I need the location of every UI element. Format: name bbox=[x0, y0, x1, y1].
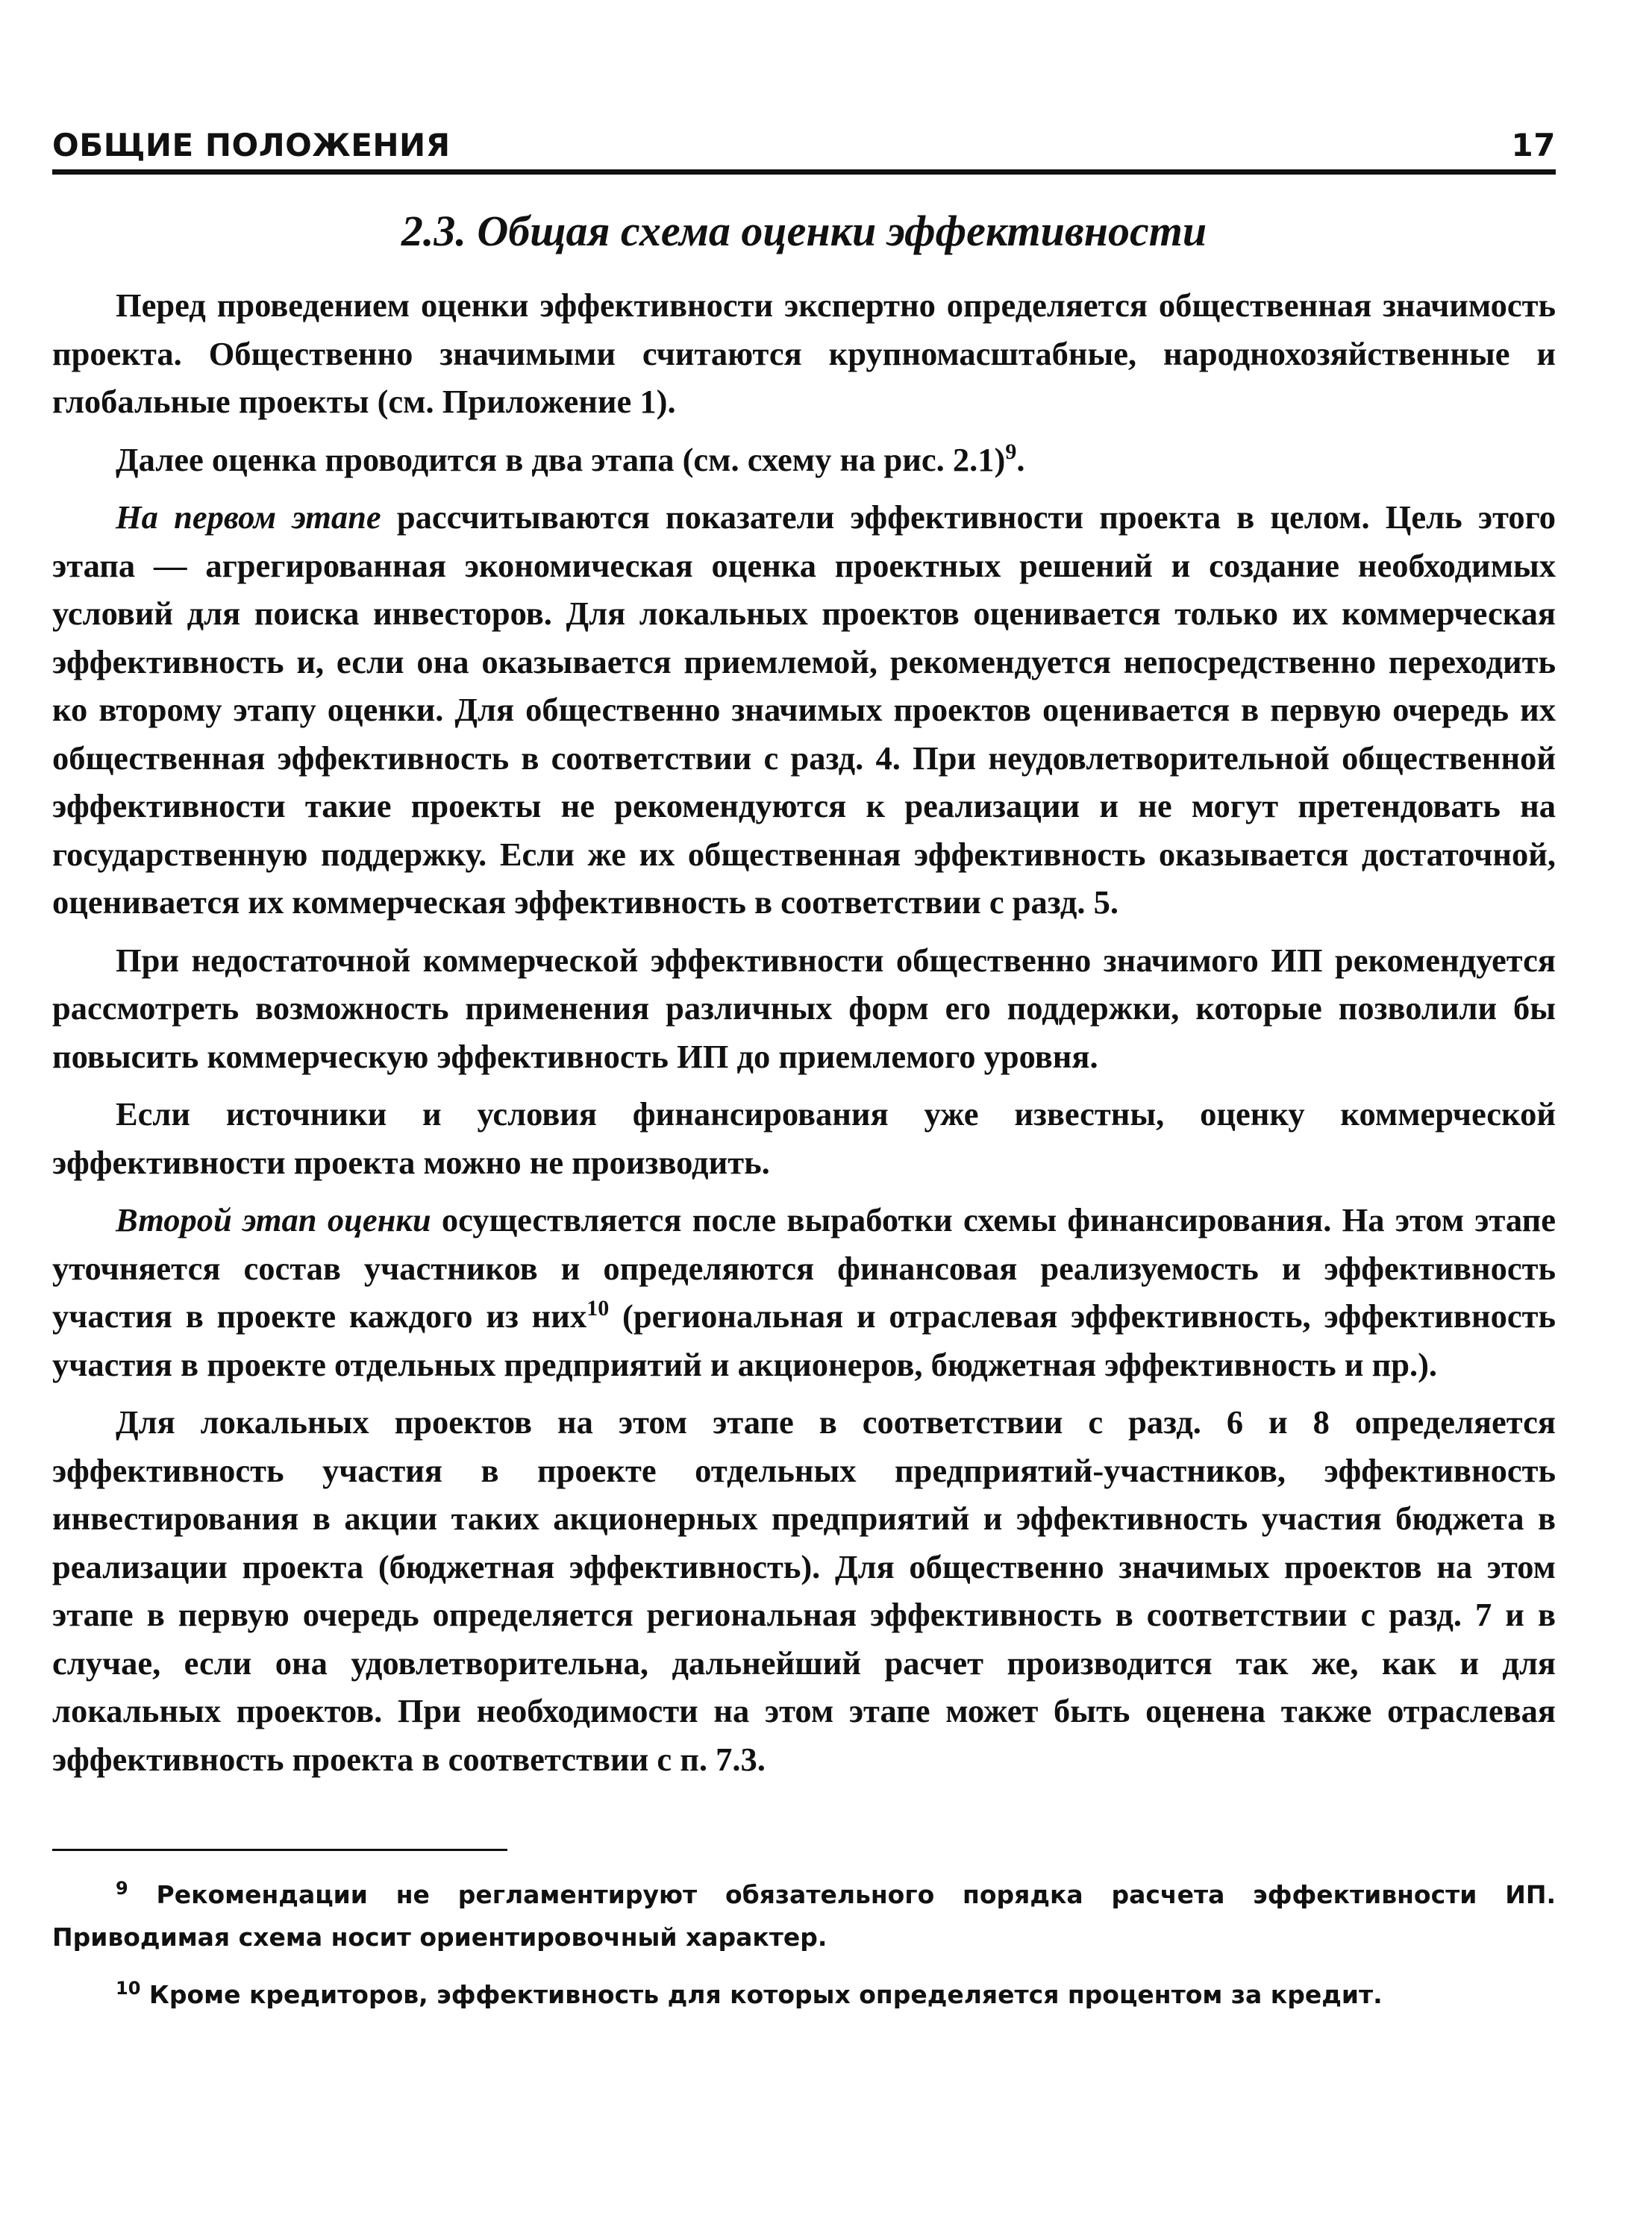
paragraph-4: При недостаточной коммерческой эффективности общественно значимого ИП рекомендуется рассмотреть возможность применения различных форм его поддержки, которые позволили бы повысить коммерческую эффективность ИП до приемлемого уровня. bbox=[52, 941, 1556, 1075]
footnote-divider bbox=[52, 1849, 507, 1851]
footnote-mark: 10 bbox=[116, 1978, 141, 1999]
paragraph-3 bbox=[52, 493, 1556, 927]
footnote-ref-9: 9 bbox=[1005, 439, 1017, 464]
paragraph-6-text-a: осуществляется после выработки схемы финансирования. На этом этапе уточняется состав участников и определяются финансовая реализуемость и эффективность участия в проекте каждого из них bbox=[52, 1201, 1556, 1335]
paragraph-3-lead: На первом этапе bbox=[116, 498, 381, 536]
running-title: ОБЩИЕ ПОЛОЖЕНИЯ bbox=[52, 127, 451, 163]
footnote-text: Кроме кредиторов, эффективность для которых определяется процентом за кредит. bbox=[140, 1980, 1383, 2009]
section-title: 2.3. Общая схема оценки эффективности bbox=[401, 207, 1207, 255]
page-number: 17 bbox=[1511, 127, 1556, 163]
body-text bbox=[52, 281, 1556, 1783]
running-header bbox=[52, 127, 1556, 175]
footnote-mark: 9 bbox=[116, 1878, 128, 1899]
footnotes bbox=[52, 1873, 1556, 2016]
footnote-10 bbox=[52, 1973, 1556, 2016]
page bbox=[52, 127, 1556, 2031]
paragraph-6-text-b: (региональная и отраслевая эффективность, эффективность участия в проекте отдельных предприятий и акционеров, бюджетная эффективность и пр.). bbox=[52, 1297, 1556, 1383]
paragraph-7: Для локальных проектов на этом этапе в соответствии с разд. 6 и 8 определяется эффективность участия в проекте отдельных предприятий-участников, эффективность инвестирования в акции таких акционерных предприятий и эффективность участия бюджета в реализации проекта (бюджетная эффективность). Для общественно значимых проектов на этом этапе в первую очередь определяется региональная эффективность в соответствии с разд. 7 и в случае, если она удовлетворительна, дальнейший расчет производится так же, как и для локальных проектов. При необходимости на этом этапе может быть оценена также отраслевая эффективность проекта в соответствии с п. 7.3. bbox=[52, 1403, 1556, 1778]
paragraph-6-lead: Второй этап оценки bbox=[116, 1201, 431, 1238]
paragraph-2-text: Далее оценка проводится в два этапа (см. схему на рис. 2.1) bbox=[116, 440, 1006, 478]
footnote-9 bbox=[52, 1873, 1556, 1958]
paragraph-2 bbox=[52, 436, 1556, 484]
paragraph-2-end: . bbox=[1016, 440, 1025, 478]
paragraph-6 bbox=[52, 1196, 1556, 1388]
paragraph-5: Если источники и условия финансирования уже известны, оценку коммерческой эффективности проекта можно не производить. bbox=[52, 1095, 1556, 1181]
footnote-text: Рекомендации не регламентируют обязательного порядка расчета эффективности ИП. Приводимая схема носит ориентировочный характер. bbox=[52, 1880, 1556, 1952]
paragraph-1: Перед проведением оценки эффективности экспертно определяется общественная значимость проекта. Общественно значимыми считаются крупномасштабные, народнохозяйственные и глобальные проекты (см. Приложение 1). bbox=[52, 286, 1556, 420]
footnote-ref-10: 10 bbox=[586, 1296, 610, 1321]
paragraph-3-text: рассчитываются показатели эффективности проекта в целом. Цель этого этапа — агрегированная экономическая оценка проектных решений и создание необходимых условий для поиска инвесторов. Для локальных проектов оценивается только их коммерческая эффективность и, если она оказывается приемлемой, рекомендуется непосредственно переходить ко второму этапу оценки. Для общественно значимых проектов оценивается в первую очередь их общественная эффективность в соответствии с разд. 4. При неудовлетворительной общественной эффективности такие проекты не рекомендуются к реализации и не могут претендовать на государственную поддержку. Если же их общественная эффективность оказывается достаточной, оценивается их коммерческая эффективность в соответствии с разд. 5. bbox=[52, 498, 1556, 921]
